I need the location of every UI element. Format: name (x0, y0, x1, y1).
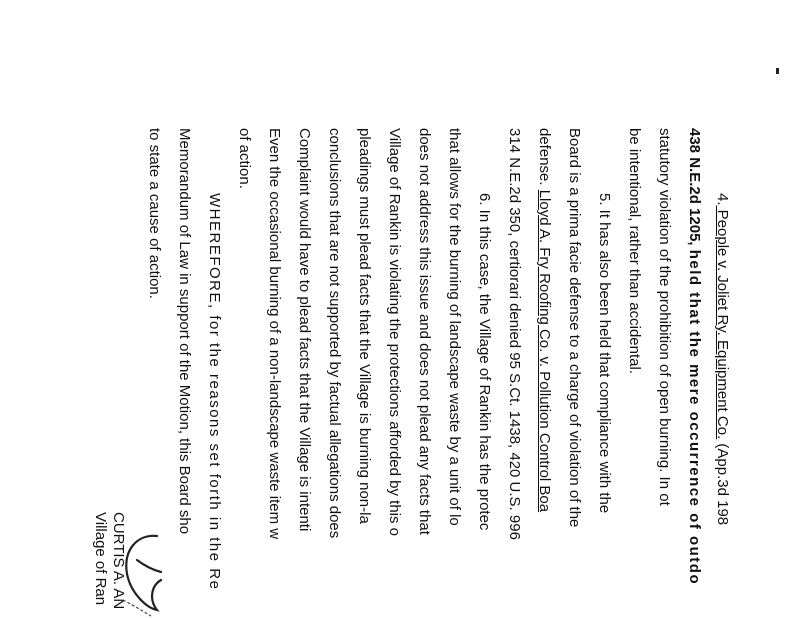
wherefore-text: WHEREFORE, for the reasons set forth in the Re (206, 193, 223, 591)
statutory-text: statutory violation of the prohibition of open burning. In ot (656, 128, 673, 506)
signatory-org (93, 512, 108, 605)
signatory-org-text: Village of Ran (92, 512, 109, 606)
village-violating-text: Village of Rankin is violating the protections afforded by this o (386, 128, 403, 537)
line-address-issue (417, 128, 432, 535)
cause-of-action-text: to state a cause of action. (146, 128, 163, 299)
line-occasional (267, 128, 282, 539)
case-citation-lloyd: Lloyd A. Fry Roofing Co. v. Pollution Control Boa (536, 189, 553, 513)
pleadings-text: pleadings must plead facts that the Village is burning non-la (356, 128, 373, 524)
line-of-action (237, 128, 252, 189)
line-wherefore (207, 193, 222, 590)
signatory-name-text: CURTIS A. AN (110, 512, 127, 610)
defense-text: defense. (536, 128, 553, 190)
line-holding (687, 128, 702, 585)
scan-mark (776, 68, 779, 74)
holding-text: held that the mere occurrence of outdo (686, 249, 703, 586)
line-para-6 (477, 193, 492, 530)
of-action-text: of action. (236, 128, 253, 189)
complaint-text: Complaint would have to plead facts that the Village is intenti (296, 128, 313, 532)
prima-facie-text: Board is a prima facie defense to a charge of violation of the (566, 128, 583, 528)
para-5-text: 5. It has also been held that compliance with the (596, 193, 613, 514)
para-6-text: 6. In this case, the Village of Rankin has the protec (476, 193, 493, 531)
line-defense-citation (537, 128, 552, 512)
line-village-violating (387, 128, 402, 536)
line-certiorari (507, 128, 522, 540)
para-number-4: 4. (714, 193, 731, 206)
intentional-text: be intentional, rather than accidental. (626, 128, 643, 374)
occasional-text: Even the occasional burning of a non-landscape waste item w (266, 128, 283, 540)
address-issue-text: does not address this issue and does not plead any facts that (416, 128, 433, 535)
conclusions-text: conclusions that are not supported by factual allegations does (326, 128, 343, 539)
line-conclusions (327, 128, 342, 538)
handwritten-signature (117, 530, 165, 618)
memorandum-text: Memorandum of Law in support of the Motion, this Board sho (176, 128, 193, 535)
citation-year: (App.3d 198 (714, 439, 731, 526)
reporter-citation: 438 N.E.2d 1205, (686, 128, 703, 250)
line-statutory (657, 128, 672, 506)
landscape-text: that allows for the burning of landscape waste by a unit of lo (446, 128, 463, 526)
line-para-5 (597, 193, 612, 513)
case-citation-joliet: People v. Joliet Ry. Equipment Co. (714, 205, 731, 440)
line-pleadings (357, 128, 372, 524)
line-cause-of-action (147, 128, 162, 299)
line-landscape (447, 128, 462, 526)
line-intentional (627, 128, 642, 374)
line-complaint (297, 128, 312, 531)
line-prima-facie (567, 128, 582, 527)
certiorari-text: 314 N.E.2d 350, certiorari denied 95 S.Ct. 1438, 420 U.S. 996 (506, 128, 523, 540)
line-memorandum (177, 128, 192, 534)
line-4-citation (715, 193, 730, 525)
